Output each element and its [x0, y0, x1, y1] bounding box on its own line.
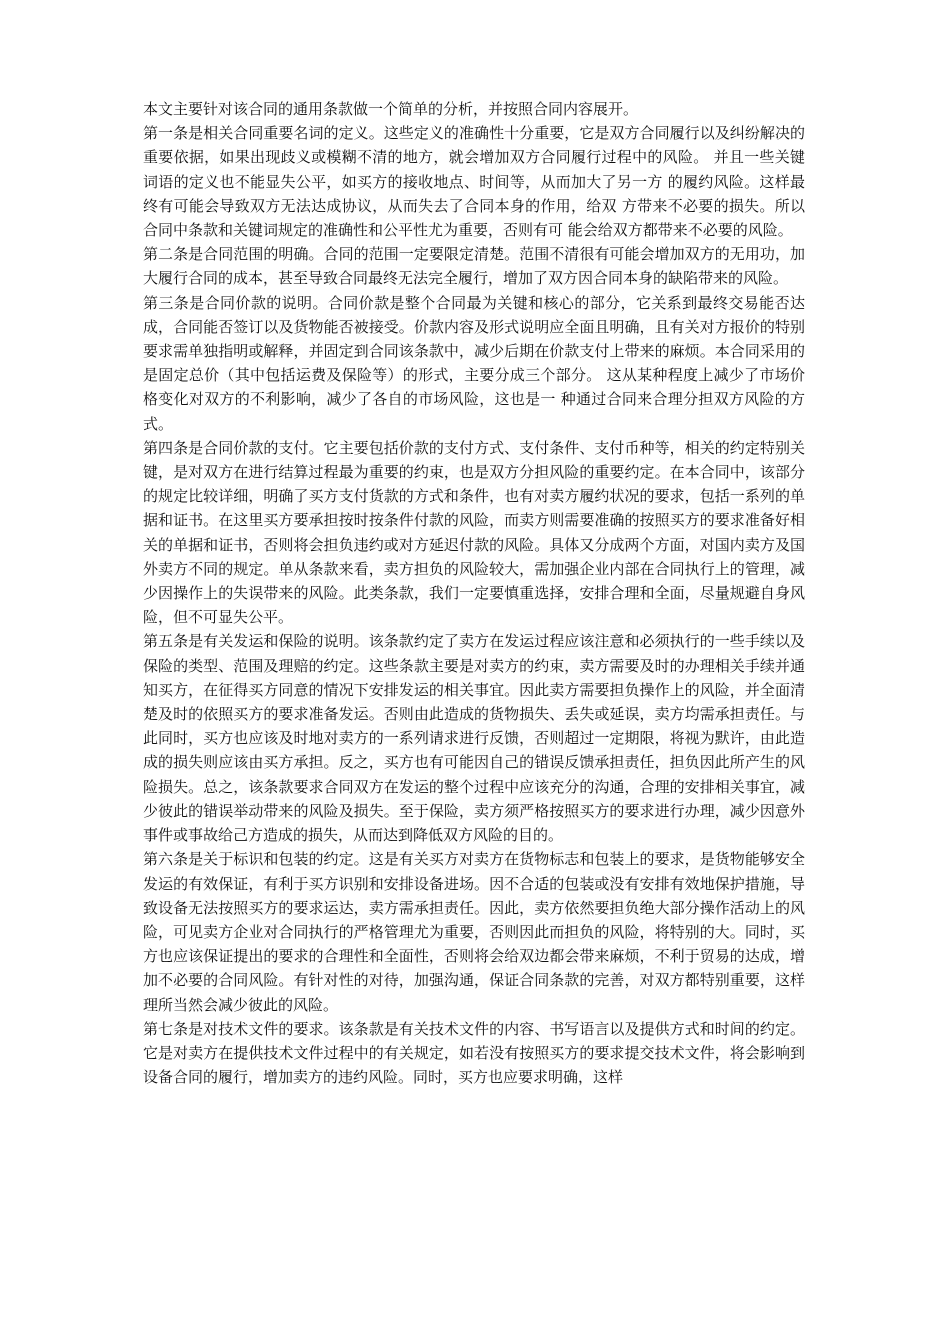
- paragraph-article-3: 第三条是合同价款的说明。合同价款是整个合同最为关键和核心的部分，它关系到最终交易能否达成，合同能否签订以及货物能否被接受。价款内容及形式说明应全面且明确，且有关对方报价的特别要求需单独指明或解释，并固定到合同该条款中，减少后期在价款支付上带来的麻烦。本合同采用的是固定总价（其中包括运费及保险等）的形式，主要分成三个部分。 这从某种程度上减少了市场价格变化对双方的不利影响，减少了各自的市场风险，这也是一 种通过合同来合理分担双方风险的方式。: [143, 293, 805, 433]
- document-body: [143, 97, 805, 1089]
- paragraph-article-5: 第五条是有关发运和保险的说明。该条款约定了卖方在发运过程应该注意和必须执行的一些手续以及保险的类型、范围及理赔的约定。这些条款主要是对卖方的约束，卖方需要及时的办理相关手续并通知买方，在征得买方同意的情况下安排发运的相关事宜。因此卖方需要担负操作上的风险，并全面清楚及时的依照买方的要求准备发运。否则由此造成的货物损失、丢失或延误，卖方均需承担责任。与此同时，买方也应该及时地对卖方的一系列请求进行反馈，否则超过一定期限，将视为默许，由此造成的损失则应该由买方承担。反之，买方也有可能因自己的错误反馈承担责任，担负因此所产生的风险损失。总之，该条款要求合同双方在发运的整个过程中应该充分的沟通，合理的安排相关事宜，减少彼此的错误举动带来的风险及损失。至于保险，卖方须严格按照买方的要求进行办理，减少因意外事件或事故给己方造成的损失，从而达到降低双方风险的目的。: [143, 632, 805, 845]
- paragraph-article-2: 第二条是合同范围的明确。合同的范围一定要限定清楚。范围不清很有可能会增加双方的无用功，加大履行合同的成本，甚至导致合同最终无法完全履行，增加了双方因合同本身的缺陷带来的风险。: [143, 245, 805, 288]
- paragraph-article-6: 第六条是关于标识和包装的约定。这是有关买方对卖方在货物标志和包装上的要求，是货物能够安全发运的有效保证，有利于买方识别和安排设备进场。因不合适的包装或没有安排有效地保护措施，导致设备无法按照买方的要求运达，卖方需承担责任。因此，卖方依然要担负绝大部分操作活动上的风险，可见卖方企业对合同执行的严格管理尤为重要，否则因此而担负的风险，将特别的大。同时，买方也应该保证提出的要求的合理性和全面性，否则将会给双边都会带来麻烦，不利于贸易的达成，增加不必要的合同风险。有针对性的对待，加强沟通，保证合同条款的完善，对双方都特别重要，这样理所当然会减少彼此的风险。: [143, 850, 805, 1014]
- paragraph-article-1: 第一条是相关合同重要名词的定义。这些定义的准确性十分重要，它是双方合同履行以及纠纷解决的重要依据，如果出现歧义或模糊不清的地方，就会增加双方合同履行过程中的风险。 并且一些关键词语的定义也不能显失公平，如买方的接收地点、时间等，从而加大了另一方 的履约风险。这样最终有可能会导致双方无法达成协议，从而失去了合同本身的作用，给双 方带来不必要的损失。所以合同中条款和关键词规定的准确性和公平性尤为重要，否则有可 能会给双方都带来不必要的风险。: [143, 124, 805, 240]
- paragraph-article-7: 第七条是对技术文件的要求。该条款是有关技术文件的内容、书写语言以及提供方式和时间的约定。它是对卖方在提供技术文件过程中的有关规定，如若没有按照买方的要求提交技术文件，将会影响到设备合同的履行，增加卖方的违约风险。同时，买方也应要求明确，这样: [143, 1019, 805, 1087]
- paragraph-article-4: 第四条是合同价款的支付。它主要包括价款的支付方式、支付条件、支付币种等，相关的约定特别关键，是对双方在进行结算过程最为重要的约束，也是双方分担风险的重要约定。在本合同中，该部分的规定比较详细，明确了买方支付货款的方式和条件，也有对卖方履约状况的要求，包括一系列的单据和证书。在这里买方要承担按时按条件付款的风险，而卖方则需要准确的按照买方的要求准备好相关的单据和证书，否则将会担负违约或对方延迟付款的风险。具体又分成两个方面，对国内卖方及国外卖方不同的规定。单从条款来看，卖方担负的风险较大，需加强企业内部在合同执行上的管理，减少因操作上的失误带来的风险。此类条款，我们一定要慎重选择，安排合理和全面，尽量规避自身风险，但不可显失公平。: [143, 438, 805, 627]
- paragraph-intro: 本文主要针对该合同的通用条款做一个简单的分析，并按照合同内容展开。: [143, 100, 639, 118]
